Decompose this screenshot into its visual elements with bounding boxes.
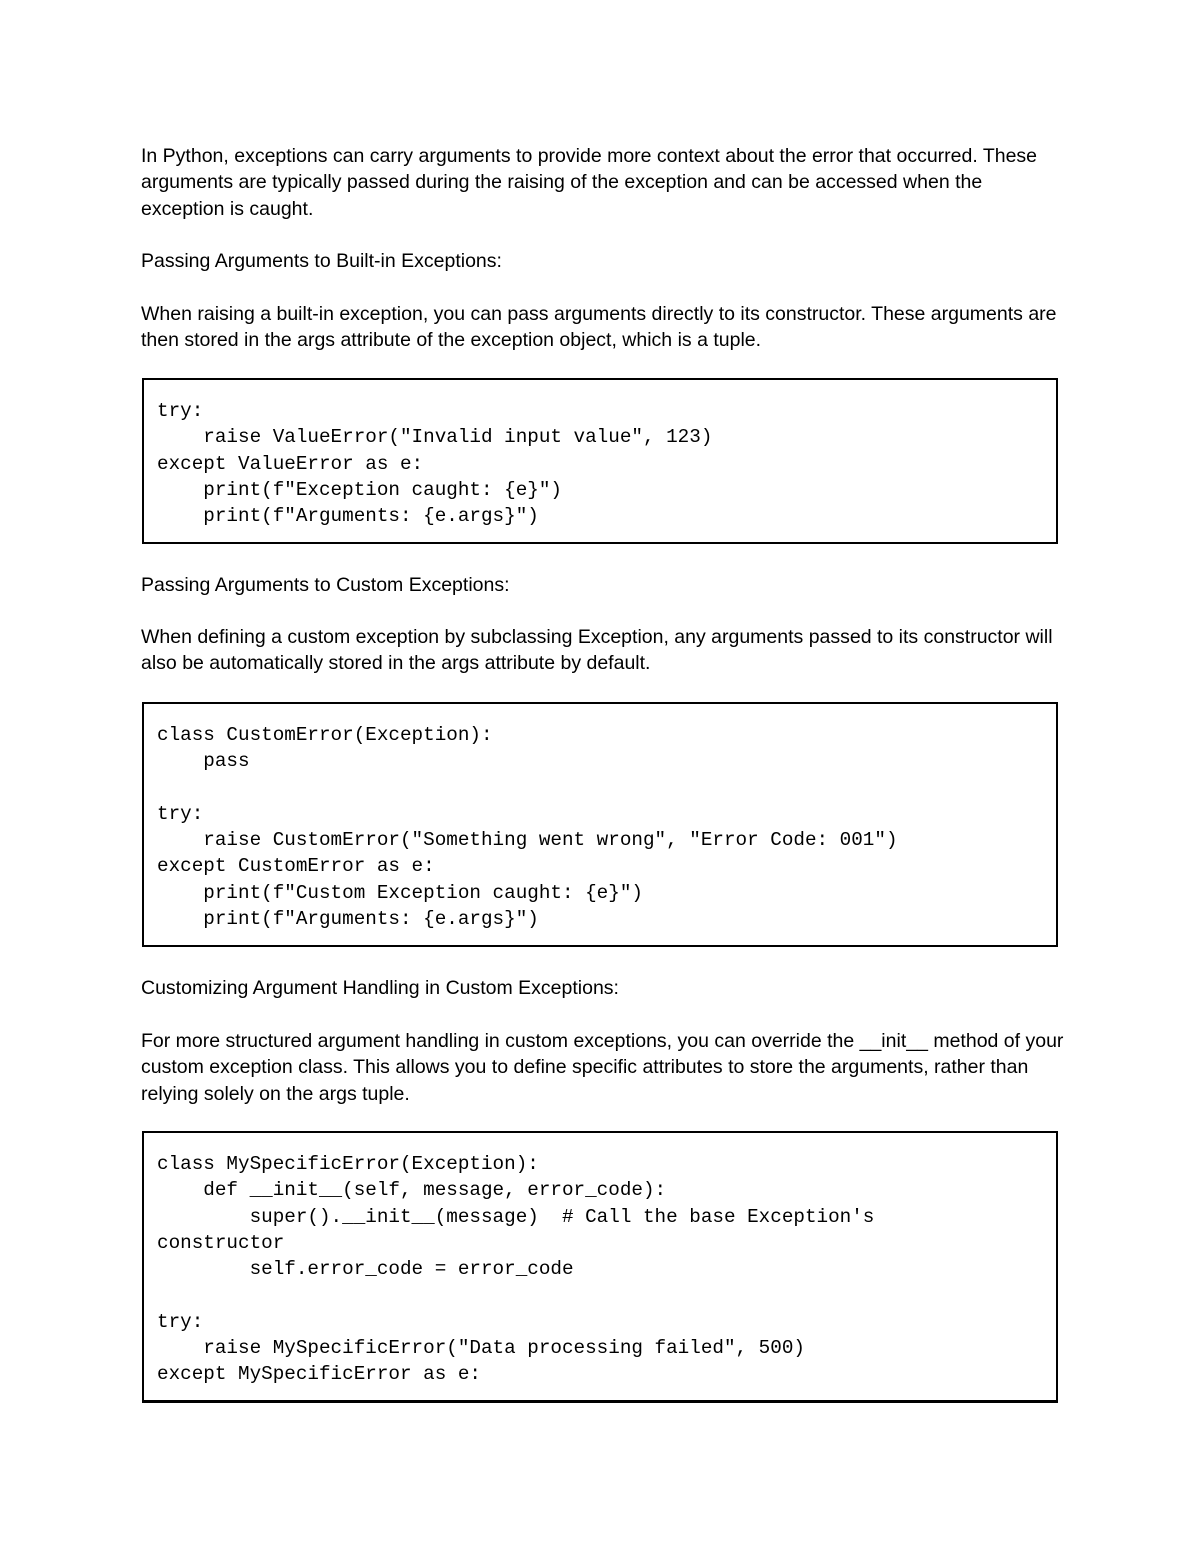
code-text <box>157 398 712 529</box>
code-line: class CustomError(Exception): <box>157 724 493 746</box>
code-block-builtin <box>142 378 1058 544</box>
code-line: class MySpecificError(Exception): <box>157 1153 539 1175</box>
section-body-builtin: When raising a built-in exception, you can pass arguments directly to its constructor. These arguments are then stored in the args attribute of the exception object, which is a tuple. <box>141 303 1057 352</box>
code-text <box>157 722 898 932</box>
code-block-specific <box>142 1131 1058 1403</box>
code-line: raise MySpecificError("Data processing failed", 500) <box>157 1337 805 1360</box>
code-line: pass <box>157 750 250 773</box>
code-line: try: <box>157 802 204 825</box>
section-heading-builtin: Passing Arguments to Built-in Exceptions: <box>141 250 502 272</box>
section-body-custom: When defining a custom exception by subclassing Exception, any arguments passed to its constructor will also be automatically stored in the args attribute by default. <box>141 626 1053 675</box>
code-line: def __init__(self, message, error_code): <box>157 1179 667 1202</box>
code-line: try: <box>157 1310 204 1333</box>
code-line: self.error_code = error_code <box>157 1258 574 1281</box>
code-line: raise CustomError("Something went wrong", "Error Code: 001") <box>157 829 898 852</box>
code-line: print(f"Arguments: {e.args}") <box>157 505 539 528</box>
code-block-custom <box>142 702 1058 947</box>
code-line: constructor <box>157 1231 285 1254</box>
code-line: super().__init__(message) # Call the base Exception's <box>157 1205 875 1228</box>
section-body-customizing: For more structured argument handling in custom exceptions, you can override the __init__ method of your custom exception class. This allows you to define specific attributes to store the arguments, rather than relying solely on the args tuple. <box>141 1030 1064 1105</box>
code-line <box>157 775 898 801</box>
code-line: raise ValueError("Invalid input value", 123) <box>157 426 713 449</box>
code-line: print(f"Arguments: {e.args}") <box>157 908 539 931</box>
code-line <box>157 1282 874 1308</box>
intro-paragraph: In Python, exceptions can carry arguments to provide more context about the error that occurred. These arguments are typically passed during the raising of the exception and can be accessed when the exception is caught. <box>141 145 1038 220</box>
code-line: print(f"Custom Exception caught: {e}") <box>157 881 643 904</box>
code-line: except MySpecificError as e: <box>157 1363 481 1386</box>
section-heading-customizing: Customizing Argument Handling in Custom Exceptions: <box>141 977 619 999</box>
code-line: except ValueError as e: <box>157 452 424 475</box>
section-heading-custom: Passing Arguments to Custom Exceptions: <box>141 574 510 596</box>
code-line: except CustomError as e: <box>157 855 435 878</box>
code-line: print(f"Exception caught: {e}") <box>157 478 562 501</box>
code-text <box>157 1151 874 1388</box>
code-line: try: <box>157 400 204 422</box>
